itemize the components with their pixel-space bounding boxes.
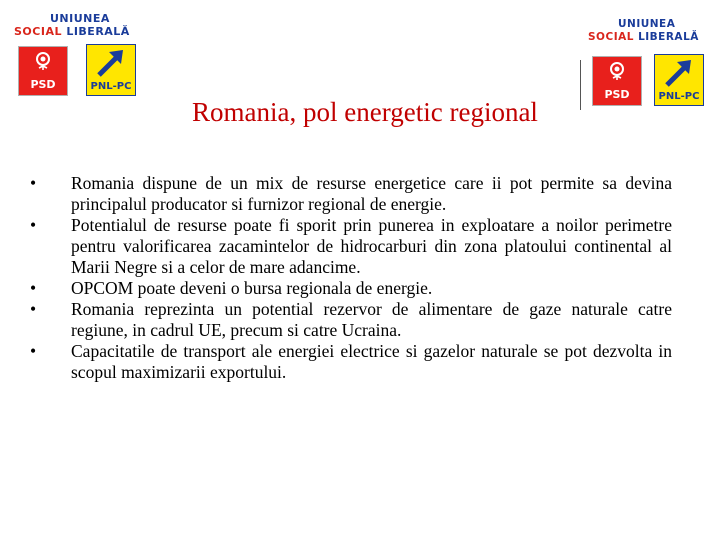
psd-label: PSD — [604, 88, 630, 101]
slide-title: Romania, pol energetic regional — [192, 97, 538, 127]
usl-bottom-text — [588, 31, 708, 44]
pnl-label: PNL-PC — [658, 91, 700, 102]
bullet-mark: • — [30, 173, 37, 193]
usl-top-text: UNIUNEA — [50, 12, 110, 25]
list-item — [30, 299, 672, 341]
usl-top-text: UNIUNEA — [618, 18, 676, 30]
usl-social-text: SOCIAL — [588, 31, 634, 43]
bullet-text: Capacitatile de transport ale energiei electrice si gazelor naturale se pot dezvolta in scopul maximizarii exportului. — [71, 341, 672, 382]
bullet-mark: • — [30, 215, 37, 235]
usl-logo-right — [588, 18, 708, 108]
bullet-list — [30, 173, 672, 383]
rose-icon — [606, 61, 628, 81]
rose-icon — [32, 51, 54, 71]
bullet-text: Romania dispune de un mix de resurse energetice care ii pot permite sa devina principalul producator si furnizor regional de energie. — [71, 173, 672, 214]
usl-logo-left — [14, 12, 139, 102]
pnl-logo — [86, 44, 136, 96]
bullet-text: Potentialul de resurse poate fi sporit prin punerea in exploatare a noilor perimetre pentru valorificarea zacamintelor de hidrocarburi din zona platoului continental al Marii Negre si a celor de mare adancime. — [71, 215, 672, 277]
bullet-mark: • — [30, 341, 37, 361]
usl-liberala-text: LIBERALĂ — [638, 31, 699, 43]
psd-logo — [18, 46, 68, 96]
list-item — [30, 341, 672, 383]
bullet-text: Romania reprezinta un potential rezervor de alimentare de gaze naturale catre regiune, in cadrul UE, precum si catre Ucraina. — [71, 299, 672, 340]
pnl-label: PNL-PC — [90, 81, 132, 92]
arrow-up-right-icon — [95, 48, 127, 78]
bullet-text: OPCOM poate deveni o bursa regionala de energie. — [71, 278, 433, 298]
usl-social-text: SOCIAL — [14, 25, 62, 38]
usl-bottom-text — [14, 25, 139, 38]
arrow-up-right-icon — [663, 58, 695, 88]
psd-label: PSD — [30, 78, 56, 91]
list-item — [30, 173, 672, 215]
bullet-mark: • — [30, 299, 37, 319]
bullet-mark: • — [30, 278, 37, 298]
party-logos-left — [14, 44, 139, 102]
usl-liberala-text: LIBERALĂ — [66, 25, 130, 38]
list-item — [30, 215, 672, 278]
list-item — [30, 278, 672, 299]
